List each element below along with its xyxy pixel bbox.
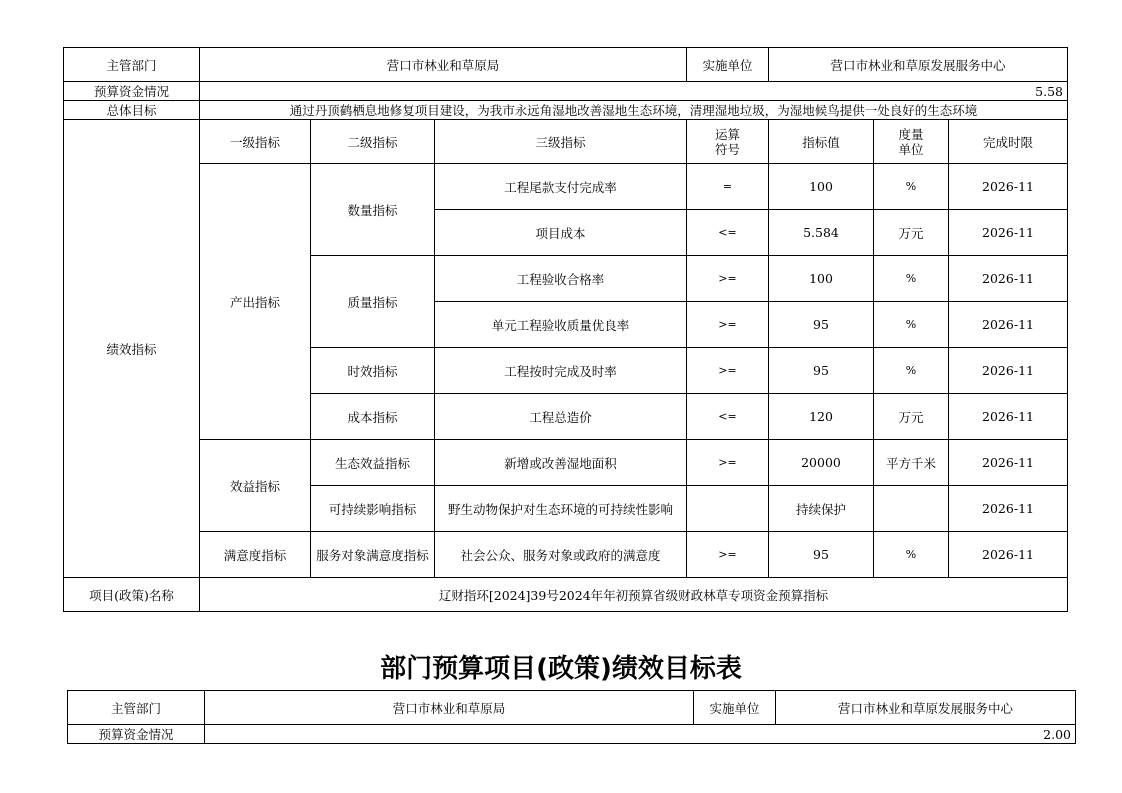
goal-value: 通过丹顶鹤栖息地修复项目建设，为我市永远角湿地改善湿地生态环境，清理湿地垃圾，为湿地候鸟提供一处良好的生态环境	[200, 101, 1068, 120]
group-cost: 成本指标	[311, 394, 435, 440]
indicator-deadline: 2026-11	[949, 302, 1068, 348]
indicator-name: 新增或改善湿地面积	[435, 440, 687, 486]
budget-value: 5.58	[200, 82, 1068, 101]
indicator-op: <=	[687, 210, 769, 256]
indicator-name: 社会公众、服务对象或政府的满意度	[435, 532, 687, 578]
indicator-op	[687, 486, 769, 532]
indicator-unit: %	[874, 532, 949, 578]
indicator-value: 5.584	[769, 210, 874, 256]
header-level2: 二级指标	[311, 120, 435, 164]
indicator-unit: %	[874, 164, 949, 210]
budget-label: 预算资金情况	[64, 82, 200, 101]
indicator-op: >=	[687, 440, 769, 486]
indicator-unit	[874, 486, 949, 532]
indicator-op: =	[687, 164, 769, 210]
group-ecological: 生态效益指标	[311, 440, 435, 486]
indicator-deadline: 2026-11	[949, 164, 1068, 210]
indicator-value: 95	[769, 348, 874, 394]
performance-table-2	[67, 690, 1076, 744]
indicator-op: >=	[687, 302, 769, 348]
group-satisfaction: 满意度指标	[200, 532, 311, 578]
header-value: 指标值	[769, 120, 874, 164]
indicator-unit: 万元	[874, 210, 949, 256]
indicator-deadline: 2026-11	[949, 440, 1068, 486]
indicator-deadline: 2026-11	[949, 394, 1068, 440]
budget-value: 2.00	[205, 725, 1076, 744]
project-label: 项目(政策)名称	[64, 578, 200, 612]
performance-table	[63, 47, 1068, 612]
perf-label: 绩效指标	[64, 120, 200, 578]
impl-value: 营口市林业和草原发展服务中心	[769, 48, 1068, 82]
dept-label: 主管部门	[64, 48, 200, 82]
indicator-name: 野生动物保护对生态环境的可持续性影响	[435, 486, 687, 532]
dept-value: 营口市林业和草原局	[205, 691, 694, 725]
indicator-value: 95	[769, 302, 874, 348]
indicator-unit: 万元	[874, 394, 949, 440]
table-row	[64, 440, 1068, 486]
indicator-value: 100	[769, 164, 874, 210]
indicator-op: <=	[687, 394, 769, 440]
header-unit: 度量 单位	[874, 120, 949, 164]
impl-label: 实施单位	[694, 691, 776, 725]
section-title: 部门预算项目(政策)绩效目标表	[380, 654, 742, 684]
group-output: 产出指标	[200, 164, 311, 440]
indicator-name: 单元工程验收质量优良率	[435, 302, 687, 348]
group-quantity: 数量指标	[311, 164, 435, 256]
budget-label: 预算资金情况	[68, 725, 205, 744]
indicator-deadline: 2026-11	[949, 210, 1068, 256]
goal-label: 总体目标	[64, 101, 200, 120]
indicator-op: >=	[687, 532, 769, 578]
indicator-deadline: 2026-11	[949, 532, 1068, 578]
indicator-deadline: 2026-11	[949, 256, 1068, 302]
indicator-name: 项目成本	[435, 210, 687, 256]
project-value: 辽财指环[2024]39号2024年年初预算省级财政林草专项资金预算指标	[200, 578, 1068, 612]
indicator-value: 100	[769, 256, 874, 302]
indicator-value: 持续保护	[769, 486, 874, 532]
header-level1: 一级指标	[200, 120, 311, 164]
impl-label: 实施单位	[687, 48, 769, 82]
group-sustainable: 可持续影响指标	[311, 486, 435, 532]
group-quality: 质量指标	[311, 256, 435, 348]
indicator-deadline: 2026-11	[949, 348, 1068, 394]
group-service: 服务对象满意度指标	[311, 532, 435, 578]
dept-value: 营口市林业和草原局	[200, 48, 687, 82]
indicator-value: 120	[769, 394, 874, 440]
indicator-op: >=	[687, 256, 769, 302]
dept-label: 主管部门	[68, 691, 205, 725]
indicator-unit: %	[874, 348, 949, 394]
indicator-unit: %	[874, 256, 949, 302]
impl-value: 营口市林业和草原发展服务中心	[776, 691, 1076, 725]
indicator-value: 20000	[769, 440, 874, 486]
header-level3: 三级指标	[435, 120, 687, 164]
header-deadline: 完成时限	[949, 120, 1068, 164]
indicator-value: 95	[769, 532, 874, 578]
indicator-op: >=	[687, 348, 769, 394]
table-row	[64, 532, 1068, 578]
table-row	[64, 164, 1068, 210]
indicator-unit: 平方千米	[874, 440, 949, 486]
header-op: 运算 符号	[687, 120, 769, 164]
indicator-deadline: 2026-11	[949, 486, 1068, 532]
indicator-unit: %	[874, 302, 949, 348]
indicator-name: 工程按时完成及时率	[435, 348, 687, 394]
indicator-name: 工程尾款支付完成率	[435, 164, 687, 210]
group-timeliness: 时效指标	[311, 348, 435, 394]
group-benefit: 效益指标	[200, 440, 311, 532]
indicator-name: 工程验收合格率	[435, 256, 687, 302]
indicator-name: 工程总造价	[435, 394, 687, 440]
